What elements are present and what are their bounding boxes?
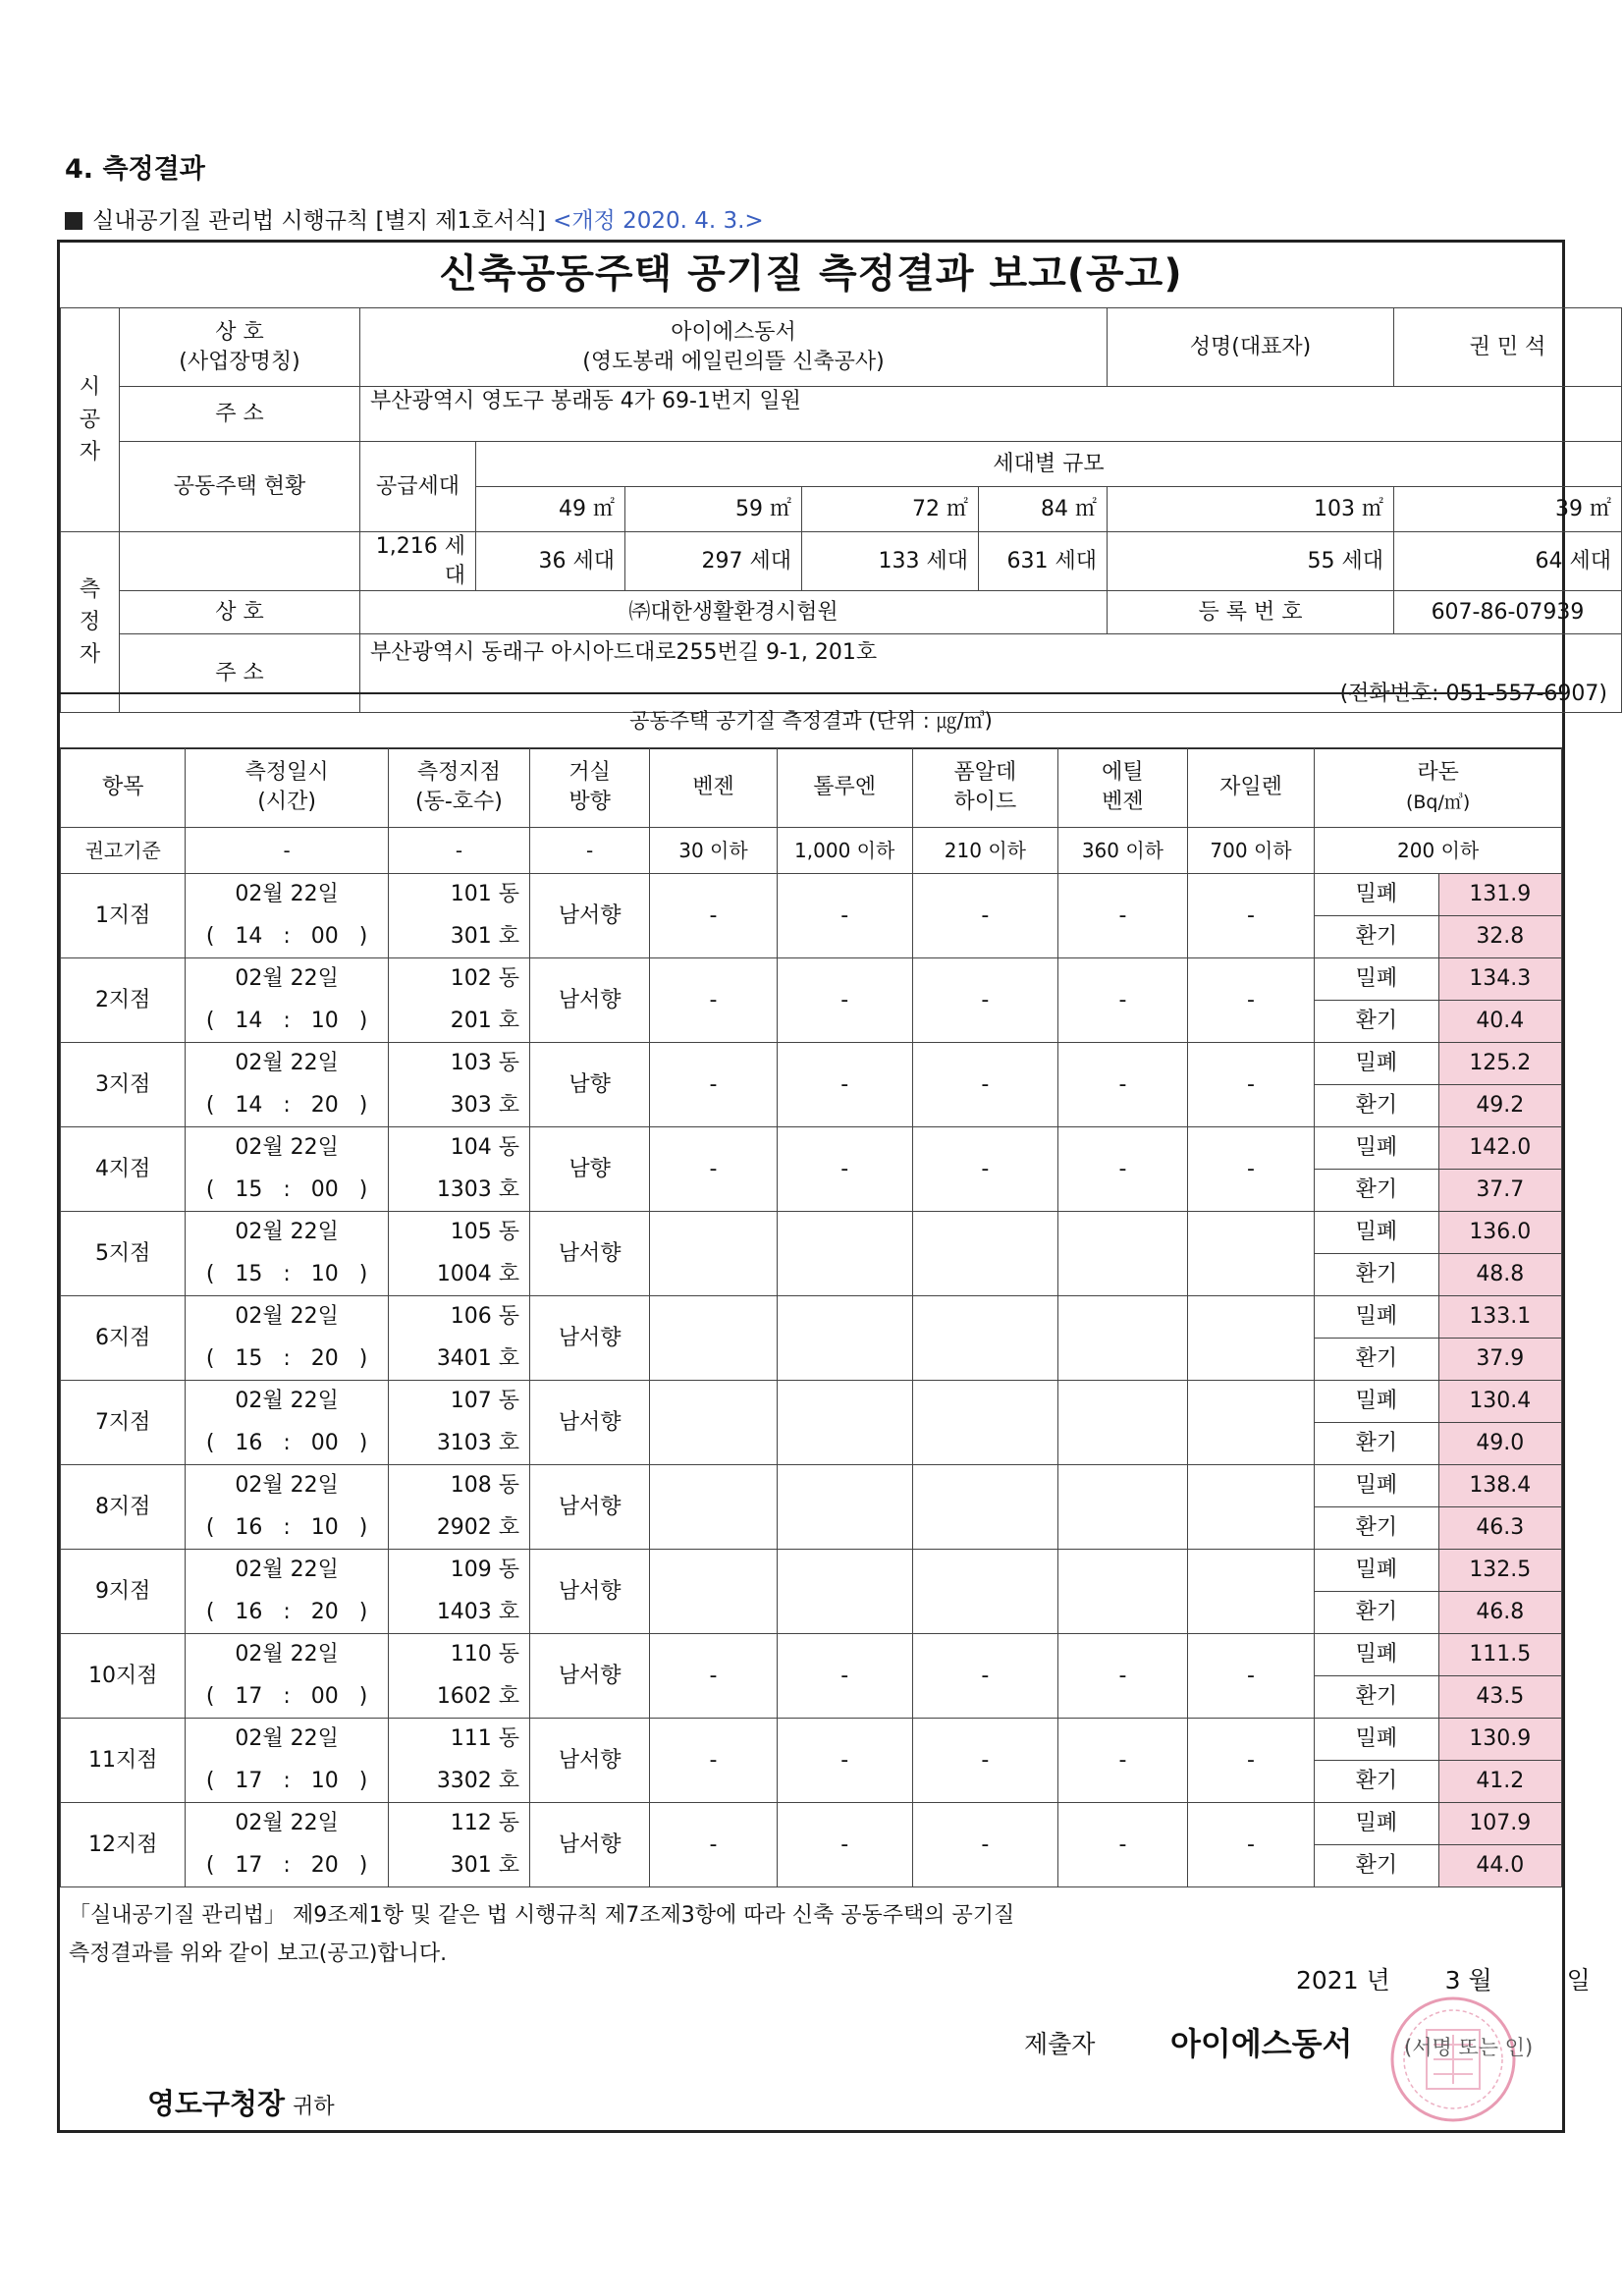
formaldehyde-value xyxy=(912,1296,1057,1381)
radon-closed-value: 107.9 xyxy=(1438,1803,1561,1845)
toluene-value xyxy=(777,1296,912,1381)
living-direction: 남향 xyxy=(530,1043,650,1127)
measure-date: 02월 22일 xyxy=(186,1465,388,1507)
xylene-value: - xyxy=(1187,874,1315,958)
radon-mode-closed: 밀폐 xyxy=(1315,1719,1438,1761)
ethylbenzene-value xyxy=(1058,1212,1188,1296)
measurer-phone: (전화번호: 051-557-6907) xyxy=(1339,681,1607,706)
radon-closed-value: 133.1 xyxy=(1438,1296,1561,1339)
location-dong: 110 동 xyxy=(388,1634,529,1676)
xylene-value: - xyxy=(1187,958,1315,1043)
location-ho: 301 호 xyxy=(388,916,529,958)
radon-mode-vent: 환기 xyxy=(1315,1845,1438,1887)
size-59: 59 ㎡ xyxy=(625,487,802,532)
radon-mode-closed: 밀폐 xyxy=(1315,874,1438,916)
living-direction: 남서향 xyxy=(530,1719,650,1803)
location-ho: 303 호 xyxy=(388,1085,529,1127)
radon-mode-closed: 밀폐 xyxy=(1315,1803,1438,1845)
xylene-value: - xyxy=(1187,1127,1315,1212)
measurer-address-value: 부산광역시 동래구 아시아드대로255번길 9-1, 201호 xyxy=(370,640,878,666)
radon-mode-closed: 밀폐 xyxy=(1315,1212,1438,1254)
households-59: 297 세대 xyxy=(625,532,802,591)
radon-vent-value: 43.5 xyxy=(1438,1676,1561,1719)
measurer-name-value: ㈜대한생활환경시험원 xyxy=(360,591,1108,634)
xylene-value: - xyxy=(1187,1634,1315,1719)
xylene-value xyxy=(1187,1296,1315,1381)
recipient xyxy=(147,2082,335,2122)
result-row xyxy=(61,1127,1562,1170)
toluene-value xyxy=(777,1212,912,1296)
households-84: 631 세대 xyxy=(979,532,1108,591)
toluene-value: - xyxy=(777,1634,912,1719)
benzene-value: - xyxy=(650,1803,778,1887)
point-label: 12지점 xyxy=(61,1803,186,1887)
radon-closed-value: 130.9 xyxy=(1438,1719,1561,1761)
result-row xyxy=(61,1043,1562,1085)
report-month: 3 월 xyxy=(1444,1966,1492,1995)
result-row xyxy=(61,1550,1562,1592)
measurer-address-label: 주 소 xyxy=(120,634,360,713)
location-dong: 102 동 xyxy=(388,958,529,1001)
measure-time: ( 14 : 10 ) xyxy=(186,1001,388,1043)
size-72: 72 ㎡ xyxy=(802,487,979,532)
measure-time: ( 14 : 20 ) xyxy=(186,1085,388,1127)
measure-date: 02월 22일 xyxy=(186,1634,388,1676)
location-dong: 107 동 xyxy=(388,1381,529,1423)
result-row xyxy=(61,1381,1562,1423)
location-dong: 111 동 xyxy=(388,1719,529,1761)
size-84: 84 ㎡ xyxy=(979,487,1108,532)
point-label: 8지점 xyxy=(61,1465,186,1550)
signature-label: (서명 또는 인) xyxy=(1404,2036,1534,2059)
radon-vent-value: 41.2 xyxy=(1438,1761,1561,1803)
point-label: 1지점 xyxy=(61,874,186,958)
recipient-name: 영도구청장 xyxy=(147,2087,286,2120)
location-dong: 106 동 xyxy=(388,1296,529,1339)
measure-time: ( 16 : 10 ) xyxy=(186,1507,388,1550)
radon-mode-vent: 환기 xyxy=(1315,1676,1438,1719)
living-direction: 남서향 xyxy=(530,1381,650,1465)
benzene-value: - xyxy=(650,1043,778,1127)
unit-size-label: 세대별 규모 xyxy=(476,442,1622,487)
standard-toluene: 1,000 이하 xyxy=(777,828,912,874)
header-benzene: 벤젠 xyxy=(650,748,778,828)
info-table xyxy=(60,307,1622,713)
radon-mode-vent: 환기 xyxy=(1315,916,1438,958)
radon-vent-value: 46.8 xyxy=(1438,1592,1561,1634)
representative-label: 성명(대표자) xyxy=(1108,308,1394,387)
households-39: 64 세대 xyxy=(1394,532,1622,591)
header-datetime: 측정일시 (시간) xyxy=(186,748,388,828)
document-title: 신축공동주택 공기질 측정결과 보고(공고) xyxy=(439,251,1183,297)
benzene-value xyxy=(650,1465,778,1550)
toluene-value: - xyxy=(777,958,912,1043)
location-ho: 201 호 xyxy=(388,1001,529,1043)
benzene-value: - xyxy=(650,1719,778,1803)
ethylbenzene-value xyxy=(1058,1381,1188,1465)
location-ho: 1004 호 xyxy=(388,1254,529,1296)
households-49: 36 세대 xyxy=(476,532,625,591)
living-direction: 남서향 xyxy=(530,1803,650,1887)
formaldehyde-value xyxy=(912,1212,1057,1296)
location-ho: 1602 호 xyxy=(388,1676,529,1719)
applicant-address-value: 부산광역시 영도구 봉래동 4가 69-1번지 일원 xyxy=(360,387,1622,442)
radon-vent-value: 40.4 xyxy=(1438,1001,1561,1043)
standard-direction: - xyxy=(530,828,650,874)
section-title: 4. 측정결과 xyxy=(65,154,205,185)
ethylbenzene-value xyxy=(1058,1550,1188,1634)
radon-mode-vent: 환기 xyxy=(1315,1254,1438,1296)
location-dong: 103 동 xyxy=(388,1043,529,1085)
size-49: 49 ㎡ xyxy=(476,487,625,532)
ethylbenzene-value: - xyxy=(1058,1719,1188,1803)
standard-label: 권고기준 xyxy=(61,828,186,874)
header-ethylbenzene: 에틸 벤젠 xyxy=(1058,748,1188,828)
measure-time: ( 15 : 10 ) xyxy=(186,1254,388,1296)
location-ho: 301 호 xyxy=(388,1845,529,1887)
living-direction: 남서향 xyxy=(530,1212,650,1296)
xylene-value xyxy=(1187,1381,1315,1465)
measure-date: 02월 22일 xyxy=(186,1803,388,1845)
measure-date: 02월 22일 xyxy=(186,1381,388,1423)
households-72: 133 세대 xyxy=(802,532,979,591)
radon-closed-value: 131.9 xyxy=(1438,874,1561,916)
living-direction: 남서향 xyxy=(530,874,650,958)
xylene-value: - xyxy=(1187,1043,1315,1127)
households-103: 55 세대 xyxy=(1108,532,1394,591)
benzene-value xyxy=(650,1550,778,1634)
point-label: 2지점 xyxy=(61,958,186,1043)
header-item: 항목 xyxy=(61,748,186,828)
square-bullet-icon xyxy=(65,212,82,230)
location-dong: 109 동 xyxy=(388,1550,529,1592)
radon-mode-closed: 밀폐 xyxy=(1315,1381,1438,1423)
standard-radon: 200 이하 xyxy=(1315,828,1562,874)
toluene-value xyxy=(777,1465,912,1550)
radon-vent-value: 46.3 xyxy=(1438,1507,1561,1550)
standard-benzene: 30 이하 xyxy=(650,828,778,874)
measure-time: ( 15 : 20 ) xyxy=(186,1339,388,1381)
formaldehyde-value xyxy=(912,1465,1057,1550)
radon-mode-vent: 환기 xyxy=(1315,1170,1438,1212)
formaldehyde-value xyxy=(912,1550,1057,1634)
point-label: 7지점 xyxy=(61,1381,186,1465)
radon-vent-value: 48.8 xyxy=(1438,1254,1561,1296)
radon-closed-value: 125.2 xyxy=(1438,1043,1561,1085)
radon-mode-closed: 밀폐 xyxy=(1315,1634,1438,1676)
point-label: 10지점 xyxy=(61,1634,186,1719)
location-dong: 105 동 xyxy=(388,1212,529,1254)
xylene-value xyxy=(1187,1212,1315,1296)
standard-location: - xyxy=(388,828,529,874)
housing-status-label: 공동주택 현황 xyxy=(120,442,360,532)
location-ho: 2902 호 xyxy=(388,1507,529,1550)
formaldehyde-value: - xyxy=(912,1719,1057,1803)
header-formaldehyde: 폼알데 하이드 xyxy=(912,748,1057,828)
benzene-value xyxy=(650,1296,778,1381)
measure-time: ( 17 : 20 ) xyxy=(186,1845,388,1887)
measure-date: 02월 22일 xyxy=(186,1043,388,1085)
header-toluene: 톨루엔 xyxy=(777,748,912,828)
measure-time: ( 17 : 00 ) xyxy=(186,1676,388,1719)
measure-time: ( 16 : 20 ) xyxy=(186,1592,388,1634)
living-direction: 남향 xyxy=(530,1127,650,1212)
results-table xyxy=(60,747,1562,1887)
measure-date: 02월 22일 xyxy=(186,1212,388,1254)
measure-time: ( 15 : 00 ) xyxy=(186,1170,388,1212)
toluene-value: - xyxy=(777,1803,912,1887)
applicant-group-label: 시 공 자 xyxy=(61,308,120,532)
radon-mode-closed: 밀폐 xyxy=(1315,1296,1438,1339)
results-caption: 공동주택 공기질 측정결과 (단위 : ㎍/㎥) xyxy=(60,692,1562,749)
living-direction: 남서향 xyxy=(530,958,650,1043)
standard-ethylbenzene: 360 이하 xyxy=(1058,828,1188,874)
formaldehyde-value: - xyxy=(912,1043,1057,1127)
location-ho: 3401 호 xyxy=(388,1339,529,1381)
benzene-value xyxy=(650,1212,778,1296)
benzene-value: - xyxy=(650,874,778,958)
point-label: 3지점 xyxy=(61,1043,186,1127)
form-reference xyxy=(65,202,764,235)
radon-closed-value: 132.5 xyxy=(1438,1550,1561,1592)
result-row xyxy=(61,1803,1562,1845)
ethylbenzene-value xyxy=(1058,1465,1188,1550)
ethylbenzene-value: - xyxy=(1058,1634,1188,1719)
result-row xyxy=(61,1634,1562,1676)
supply-total: 1,216 세대 xyxy=(360,532,476,591)
radon-closed-value: 130.4 xyxy=(1438,1381,1561,1423)
measure-time: ( 14 : 00 ) xyxy=(186,916,388,958)
toluene-value xyxy=(777,1550,912,1634)
radon-mode-vent: 환기 xyxy=(1315,1507,1438,1550)
header-radon: 라돈 (Bq/㎥) xyxy=(1315,748,1562,828)
measure-date: 02월 22일 xyxy=(186,1127,388,1170)
formaldehyde-value: - xyxy=(912,1127,1057,1212)
representative-value: 권 민 석 xyxy=(1394,308,1622,387)
point-label: 4지점 xyxy=(61,1127,186,1212)
size-103: 103 ㎡ xyxy=(1108,487,1394,532)
radon-mode-vent: 환기 xyxy=(1315,1085,1438,1127)
result-row xyxy=(61,1719,1562,1761)
radon-vent-value: 44.0 xyxy=(1438,1845,1561,1887)
radon-vent-value: 37.9 xyxy=(1438,1339,1561,1381)
toluene-value: - xyxy=(777,1043,912,1127)
living-direction: 남서향 xyxy=(530,1634,650,1719)
radon-mode-vent: 환기 xyxy=(1315,1339,1438,1381)
radon-closed-value: 142.0 xyxy=(1438,1127,1561,1170)
radon-mode-vent: 환기 xyxy=(1315,1592,1438,1634)
point-label: 11지점 xyxy=(61,1719,186,1803)
submitter-name: 아이에스동서 xyxy=(1170,2025,1353,2062)
radon-mode-closed: 밀폐 xyxy=(1315,1043,1438,1085)
radon-closed-value: 111.5 xyxy=(1438,1634,1561,1676)
xylene-value xyxy=(1187,1550,1315,1634)
radon-vent-value: 49.0 xyxy=(1438,1423,1561,1465)
location-dong: 104 동 xyxy=(388,1127,529,1170)
radon-mode-vent: 환기 xyxy=(1315,1423,1438,1465)
toluene-value xyxy=(777,1381,912,1465)
xylene-value: - xyxy=(1187,1719,1315,1803)
recipient-suffix: 귀하 xyxy=(293,2095,335,2119)
ethylbenzene-value: - xyxy=(1058,874,1188,958)
measure-date: 02월 22일 xyxy=(186,1296,388,1339)
ethylbenzene-value: - xyxy=(1058,1803,1188,1887)
result-row xyxy=(61,874,1562,916)
header-location: 측정지점 (동-호수) xyxy=(388,748,529,828)
xylene-value xyxy=(1187,1465,1315,1550)
radon-mode-closed: 밀폐 xyxy=(1315,1465,1438,1507)
radon-vent-value: 49.2 xyxy=(1438,1085,1561,1127)
measurer-name-label: 상 호 xyxy=(120,591,360,634)
formaldehyde-value xyxy=(912,1381,1057,1465)
radon-vent-value: 32.8 xyxy=(1438,916,1561,958)
measurer-group-label: 측 정 자 xyxy=(61,532,120,713)
standard-formaldehyde: 210 이하 xyxy=(912,828,1057,874)
registration-value: 607-86-07939 xyxy=(1394,591,1622,634)
measure-date: 02월 22일 xyxy=(186,1719,388,1761)
radon-mode-closed: 밀폐 xyxy=(1315,1550,1438,1592)
submitter-label: 제출자 xyxy=(1024,2030,1096,2058)
measure-time: ( 17 : 10 ) xyxy=(186,1761,388,1803)
point-label: 6지점 xyxy=(61,1296,186,1381)
standard-xylene: 700 이하 xyxy=(1187,828,1315,874)
point-label: 9지점 xyxy=(61,1550,186,1634)
benzene-value: - xyxy=(650,958,778,1043)
revision-note: <개정 2020. 4. 3.> xyxy=(553,208,764,234)
ethylbenzene-value: - xyxy=(1058,1127,1188,1212)
formaldehyde-value: - xyxy=(912,1803,1057,1887)
ethylbenzene-value xyxy=(1058,1296,1188,1381)
formaldehyde-value: - xyxy=(912,958,1057,1043)
radon-mode-vent: 환기 xyxy=(1315,1761,1438,1803)
standard-datetime: - xyxy=(186,828,388,874)
applicant-name-value: 아이에스동서 (영도봉래 에일린의뜰 신축공사) xyxy=(360,308,1108,387)
radon-closed-value: 136.0 xyxy=(1438,1212,1561,1254)
living-direction: 남서향 xyxy=(530,1550,650,1634)
registration-label: 등 록 번 호 xyxy=(1108,591,1394,634)
report-year: 2021 년 xyxy=(1296,1966,1390,1995)
supply-label: 공급세대 xyxy=(360,442,476,532)
location-ho: 3103 호 xyxy=(388,1423,529,1465)
toluene-value: - xyxy=(777,1127,912,1212)
result-row xyxy=(61,958,1562,1001)
location-dong: 112 동 xyxy=(388,1803,529,1845)
radon-vent-value: 37.7 xyxy=(1438,1170,1561,1212)
statement-line-1: 「실내공기질 관리법」 제9조제1항 및 같은 법 시행규칙 제7조제3항에 따라 신축 공동주택의 공기질 xyxy=(69,1903,1015,1928)
xylene-value: - xyxy=(1187,1803,1315,1887)
ethylbenzene-value: - xyxy=(1058,958,1188,1043)
applicant-address-label: 주 소 xyxy=(120,387,360,442)
point-label: 5지점 xyxy=(61,1212,186,1296)
living-direction: 남서향 xyxy=(530,1296,650,1381)
formaldehyde-value: - xyxy=(912,874,1057,958)
measure-date: 02월 22일 xyxy=(186,958,388,1001)
ethylbenzene-value: - xyxy=(1058,1043,1188,1127)
form-reference-text: 실내공기질 관리법 시행규칙 [별지 제1호서식] xyxy=(92,208,546,234)
living-direction: 남서향 xyxy=(530,1465,650,1550)
result-row xyxy=(61,1212,1562,1254)
measure-date: 02월 22일 xyxy=(186,874,388,916)
result-row xyxy=(61,1296,1562,1339)
radon-mode-closed: 밀폐 xyxy=(1315,958,1438,1001)
location-dong: 101 동 xyxy=(388,874,529,916)
applicant-name-label: 상 호 (사업장명칭) xyxy=(120,308,360,387)
radon-closed-value: 134.3 xyxy=(1438,958,1561,1001)
benzene-value: - xyxy=(650,1634,778,1719)
statement-line-2: 측정결과를 위와 같이 보고(공고)합니다. xyxy=(69,1941,448,1966)
measure-time: ( 16 : 00 ) xyxy=(186,1423,388,1465)
toluene-value: - xyxy=(777,1719,912,1803)
result-row xyxy=(61,1465,1562,1507)
header-xylene: 자일렌 xyxy=(1187,748,1315,828)
size-39: 39 ㎡ xyxy=(1394,487,1622,532)
radon-mode-vent: 환기 xyxy=(1315,1001,1438,1043)
formaldehyde-value: - xyxy=(912,1634,1057,1719)
benzene-value xyxy=(650,1381,778,1465)
location-ho: 3302 호 xyxy=(388,1761,529,1803)
location-dong: 108 동 xyxy=(388,1465,529,1507)
header-direction: 거실 방향 xyxy=(530,748,650,828)
benzene-value: - xyxy=(650,1127,778,1212)
measure-date: 02월 22일 xyxy=(186,1550,388,1592)
toluene-value: - xyxy=(777,874,912,958)
radon-mode-closed: 밀폐 xyxy=(1315,1127,1438,1170)
location-ho: 1403 호 xyxy=(388,1592,529,1634)
radon-closed-value: 138.4 xyxy=(1438,1465,1561,1507)
report-day: 일 xyxy=(1566,1966,1591,1995)
location-ho: 1303 호 xyxy=(388,1170,529,1212)
